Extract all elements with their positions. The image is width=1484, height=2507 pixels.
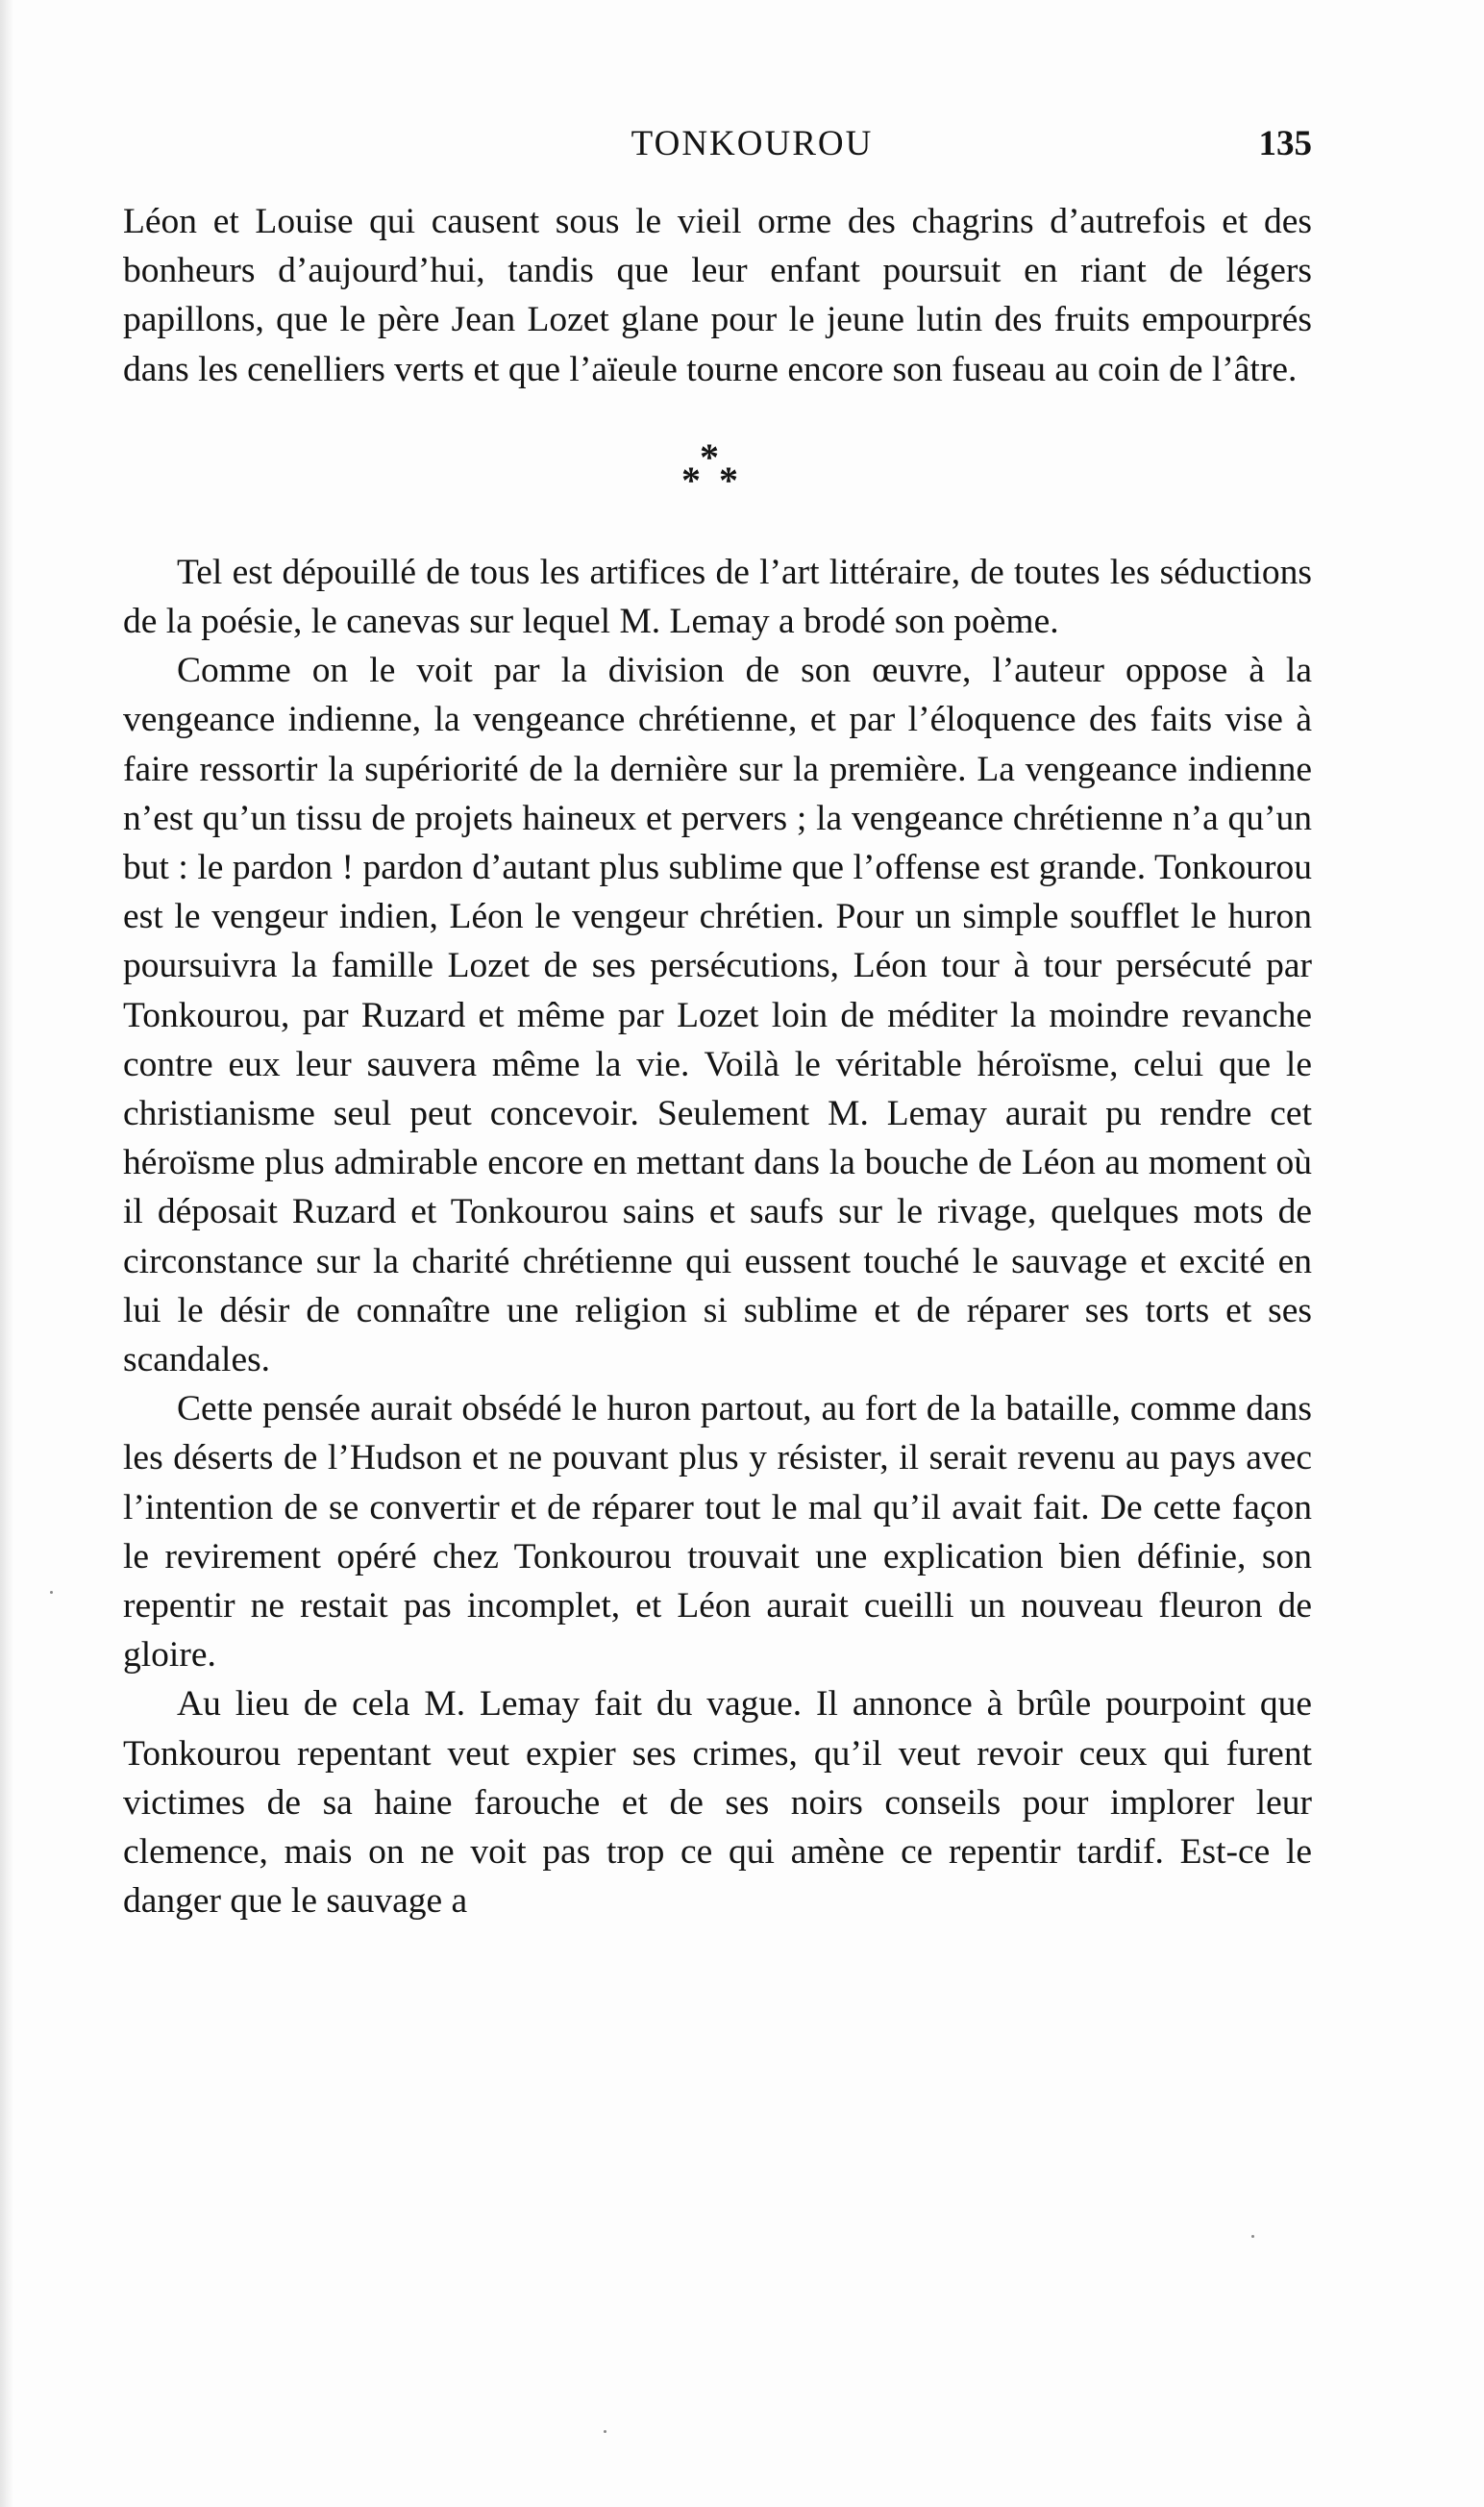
paragraph: Cette pensée aurait obsédé le huron partout, au fort de la bataille, comme dans les déserts de l’Hudson et ne pouvant plus y résister, il serait revenu au pays avec l’intention de se convertir et de réparer tout le mal qu’il avait fait. De cette façon le revirement opéré chez Tonkourou trouvait une explication bien définie, son repentir ne restait pas incomplet, et Léon aurait cueilli un nouveau fleuron de gloire. (123, 1389, 1312, 1675)
page-header (135, 123, 1312, 181)
paragraph-continued: Léon et Louise qui causent sous le vieil orme des chagrins d’autrefois et des bonheurs d’aujourd’hui, tandis que leur enfant poursuit en riant de légers papillons, que le père Jean Lozet glane pour le jeune lutin des fruits empourprés dans les cenelliers verts et que l’aïeule tourne encore son fuseau au coin de l’âtre. (123, 202, 1312, 389)
body-text (123, 197, 1312, 1926)
scan-speck (1251, 2235, 1254, 2238)
asterism-star: * (681, 458, 701, 502)
running-title: TONKOUROU (631, 124, 874, 163)
paragraph: Comme on le voit par la division de son œuvre, l’auteur oppose à la vengeance indienne, la vengeance chrétienne, et par l’éloquence des faits vise à faire ressortir la supériorité de la dernière sur la première. La vengeance indienne n’est qu’un tissu de projets haineux et pervers ; la vengeance chrétienne n’a qu’un but : le pardon ! pardon d’autant plus sublime que l’offense est grande. Tonkourou est le vengeur indien, Léon le vengeur chrétien. Pour un simple soufflet le huron poursuivra la famille Lozet de ses persécutions, Léon tour à tour persécuté par Tonkourou, par Ruzard et même par Lozet loin de méditer la moindre revanche contre eux leur sauvera même la vie. Voilà le véritable héroïsme, celui que le christianisme seul peut concevoir. Seulement M. Lemay aurait pu rendre cet héroïsme plus admirable encore en mettant dans la bouche de Léon au moment où il déposait Ruzard et Tonkourou sains et saufs sur le rivage, quelques mots de circonstance sur la charité chrétienne qui eussent touché le sauvage et excité en lui le désir de connaître une religion si sublime et de réparer ses torts et ses scandales. (123, 651, 1312, 1380)
paragraph: Au lieu de cela M. Lemay fait du vague. Il annonce à brûle pourpoint que Tonkourou repentant veut expier ses crimes, qu’il veut revoir ceux qui furent victimes de sa haine farouche et de ses noirs conseils pour implorer leur clemence, mais on ne voit pas trop ce qui amène ce repentir tardif. Est-ce le danger que le sauvage a (123, 1684, 1312, 1922)
scan-speck (604, 2430, 606, 2433)
scan-edge-shadow (0, 0, 13, 2507)
page-number: 135 (1258, 124, 1312, 163)
scan-speck (50, 1591, 53, 1594)
paragraph: Tel est dépouillé de tous les artifices de l’art littéraire, de toutes les séductions de la poésie, le canevas sur lequel M. Lemay a brodé son poème. (123, 552, 1312, 642)
asterism-star: * (700, 434, 719, 479)
section-break-asterism (123, 425, 1312, 525)
asterism-star: * (719, 458, 738, 502)
